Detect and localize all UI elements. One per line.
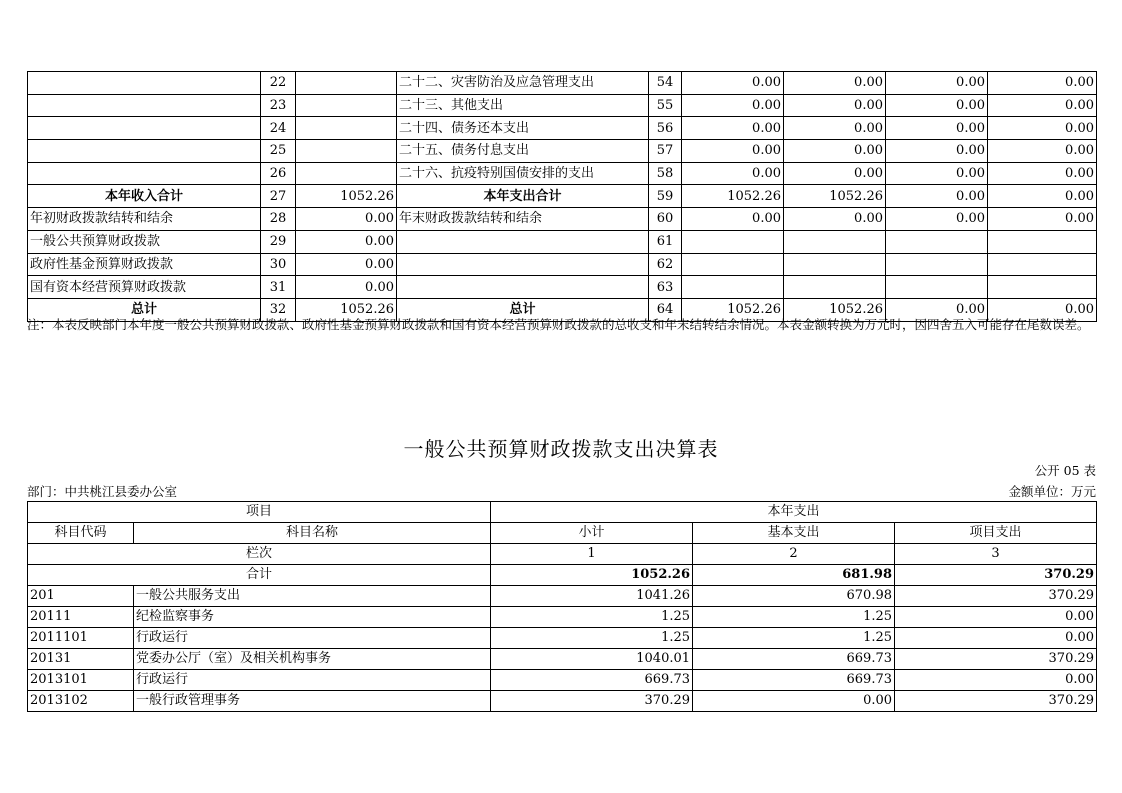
table-row [28,72,1097,95]
income-row-number: 30 [261,253,296,276]
expense-value-capital: 0.00 [988,208,1097,231]
income-amount: 0.00 [296,208,397,231]
table-row [28,586,1097,607]
expense-value-total: 0.00 [682,140,784,163]
subtotal-value: 1.25 [491,628,693,649]
expense-value-capital [988,253,1097,276]
subject-code: 201 [28,586,134,607]
expense-row-number: 64 [649,298,682,321]
expense-value-total: 0.00 [682,72,784,95]
amount-unit-label: 金额单位：万元 [1008,484,1096,499]
income-item-label [28,72,261,95]
income-row-number: 23 [261,94,296,117]
table-row [28,691,1097,712]
expense-value-general: 0.00 [784,94,886,117]
expense-value-general [784,253,886,276]
income-item-label: 一般公共预算财政拨款 [28,230,261,253]
expense-row-number: 61 [649,230,682,253]
expense-row-number: 54 [649,72,682,95]
expense-row-number: 58 [649,162,682,185]
table-note: 注：本表反映部门本年度一般公共预算财政拨款、政府性基金预算财政拨款和国有资本经营预算财政拨款的总收支和年末结转结余情况。本表金额转换为万元时，因四舍五入可能存在尾数误差。 [27,317,1090,332]
income-amount: 0.00 [296,230,397,253]
total-subtotal: 1052.26 [491,565,693,586]
expense-item-label: 本年支出合计 [397,185,649,208]
expense-value-general: 0.00 [784,140,886,163]
expense-value-fund: 0.00 [886,72,988,95]
expense-row-number: 59 [649,185,682,208]
expenditure-table [27,501,1097,712]
expense-row-number: 56 [649,117,682,140]
expense-value-fund [886,276,988,299]
income-amount: 0.00 [296,253,397,276]
expenditure-table-body [28,502,1097,712]
basic-value: 0.00 [693,691,895,712]
project-value: 0.00 [895,628,1097,649]
income-amount: 0.00 [296,276,397,299]
department-label: 部门：中共桃江县委办公室 [27,484,178,499]
expense-value-general [784,230,886,253]
income-item-label: 年初财政拨款结转和结余 [28,208,261,231]
subtotal-value: 669.73 [491,670,693,691]
total-project: 370.29 [895,565,1097,586]
project-value: 370.29 [895,691,1097,712]
project-value: 0.00 [895,670,1097,691]
table-row [28,628,1097,649]
header-col2: 2 [693,544,895,565]
income-amount [296,140,397,163]
income-item-label: 本年收入合计 [28,185,261,208]
project-value: 370.29 [895,586,1097,607]
subject-code: 2013102 [28,691,134,712]
income-item-label [28,94,261,117]
expense-value-fund: 0.00 [886,94,988,117]
expense-value-capital: 0.00 [988,140,1097,163]
expense-value-general: 0.00 [784,72,886,95]
form-number: 公开 05 表 [1034,463,1096,478]
expense-value-general: 1052.26 [784,185,886,208]
subject-code: 20131 [28,649,134,670]
total-basic: 681.98 [693,565,895,586]
subject-name: 纪检监察事务 [134,607,491,628]
expense-value-total: 0.00 [682,208,784,231]
subject-code: 2011101 [28,628,134,649]
expense-row-number: 62 [649,253,682,276]
income-amount: 1052.26 [296,298,397,321]
header-project: 项目支出 [895,523,1097,544]
income-row-number: 22 [261,72,296,95]
expense-value-capital: 0.00 [988,185,1097,208]
expense-value-fund: 0.00 [886,185,988,208]
expense-value-capital: 0.00 [988,94,1097,117]
income-row-number: 24 [261,117,296,140]
header-col3: 3 [895,544,1097,565]
header-item: 项目 [28,502,491,523]
expense-value-capital: 0.00 [988,117,1097,140]
subtotal-value: 1041.26 [491,586,693,607]
expense-value-fund [886,230,988,253]
table-row [28,649,1097,670]
subject-name: 一般行政管理事务 [134,691,491,712]
table-row [28,94,1097,117]
income-item-label [28,162,261,185]
expense-value-capital [988,276,1097,299]
income-item-label [28,140,261,163]
expense-value-capital: 0.00 [988,72,1097,95]
subject-name: 党委办公厅（室）及相关机构事务 [134,649,491,670]
income-row-number: 29 [261,230,296,253]
expense-value-total: 0.00 [682,162,784,185]
expense-value-general: 1052.26 [784,298,886,321]
expense-value-fund: 0.00 [886,117,988,140]
income-expense-table-body [28,72,1097,322]
expense-value-fund: 0.00 [886,208,988,231]
expense-value-capital: 0.00 [988,298,1097,321]
expense-value-fund [886,253,988,276]
expense-value-general [784,276,886,299]
income-item-label: 政府性基金预算财政拨款 [28,253,261,276]
subject-name: 行政运行 [134,628,491,649]
table-row [28,276,1097,299]
table-row [28,162,1097,185]
header-col1: 1 [491,544,693,565]
total-row [28,565,1097,586]
expense-value-general: 0.00 [784,162,886,185]
expense-value-capital [988,230,1097,253]
expense-item-label: 二十三、其他支出 [397,94,649,117]
header-col-index: 栏次 [28,544,491,565]
table-row [28,253,1097,276]
header-row-2 [28,523,1097,544]
page-title: 一般公共预算财政拨款支出决算表 [403,437,719,461]
expense-value-total [682,253,784,276]
expense-item-label [397,230,649,253]
expense-row-number: 63 [649,276,682,299]
header-name: 科目名称 [134,523,491,544]
expense-value-total [682,276,784,299]
table-row [28,185,1097,208]
expense-item-label: 二十五、债务付息支出 [397,140,649,163]
expense-item-label: 二十二、灾害防治及应急管理支出 [397,72,649,95]
expense-value-general: 0.00 [784,208,886,231]
header-row-index [28,544,1097,565]
table-row [28,230,1097,253]
expense-item-label [397,276,649,299]
income-amount [296,162,397,185]
header-code: 科目代码 [28,523,134,544]
expense-value-fund: 0.00 [886,162,988,185]
expense-value-capital: 0.00 [988,162,1097,185]
expense-value-total [682,230,784,253]
table-row [28,140,1097,163]
project-value: 370.29 [895,649,1097,670]
income-row-number: 25 [261,140,296,163]
expense-item-label [397,253,649,276]
project-value: 0.00 [895,607,1097,628]
income-row-number: 31 [261,276,296,299]
header-subtotal: 小计 [491,523,693,544]
expense-row-number: 60 [649,208,682,231]
expense-item-label: 总计 [397,298,649,321]
income-amount [296,72,397,95]
basic-value: 669.73 [693,649,895,670]
income-expense-table [27,71,1097,322]
subtotal-value: 1.25 [491,607,693,628]
subject-name: 行政运行 [134,670,491,691]
expense-value-fund: 0.00 [886,140,988,163]
income-item-label: 国有资本经营预算财政拨款 [28,276,261,299]
expense-item-label: 年末财政拨款结转和结余 [397,208,649,231]
income-row-number: 32 [261,298,296,321]
table-row [28,670,1097,691]
table-row [28,208,1097,231]
basic-value: 1.25 [693,628,895,649]
basic-value: 669.73 [693,670,895,691]
basic-value: 670.98 [693,586,895,607]
table-row [28,607,1097,628]
expense-value-total: 0.00 [682,117,784,140]
expense-value-fund: 0.00 [886,298,988,321]
income-row-number: 28 [261,208,296,231]
subtotal-value: 1040.01 [491,649,693,670]
income-row-number: 26 [261,162,296,185]
expense-item-label: 二十四、债务还本支出 [397,117,649,140]
subject-code: 2013101 [28,670,134,691]
expense-item-label: 二十六、抗疫特别国债安排的支出 [397,162,649,185]
income-row-number: 27 [261,185,296,208]
expense-row-number: 57 [649,140,682,163]
income-item-label: 总计 [28,298,261,321]
table-row [28,117,1097,140]
header-row-1 [28,502,1097,523]
income-item-label [28,117,261,140]
total-label: 合计 [28,565,491,586]
subject-name: 一般公共服务支出 [134,586,491,607]
basic-value: 1.25 [693,607,895,628]
expense-value-total: 0.00 [682,94,784,117]
header-basic: 基本支出 [693,523,895,544]
income-amount [296,94,397,117]
expense-row-number: 55 [649,94,682,117]
expense-value-general: 0.00 [784,117,886,140]
header-current-year: 本年支出 [491,502,1097,523]
expense-value-total: 1052.26 [682,185,784,208]
income-amount [296,117,397,140]
subtotal-value: 370.29 [491,691,693,712]
income-amount: 1052.26 [296,185,397,208]
subject-code: 20111 [28,607,134,628]
expense-value-total: 1052.26 [682,298,784,321]
